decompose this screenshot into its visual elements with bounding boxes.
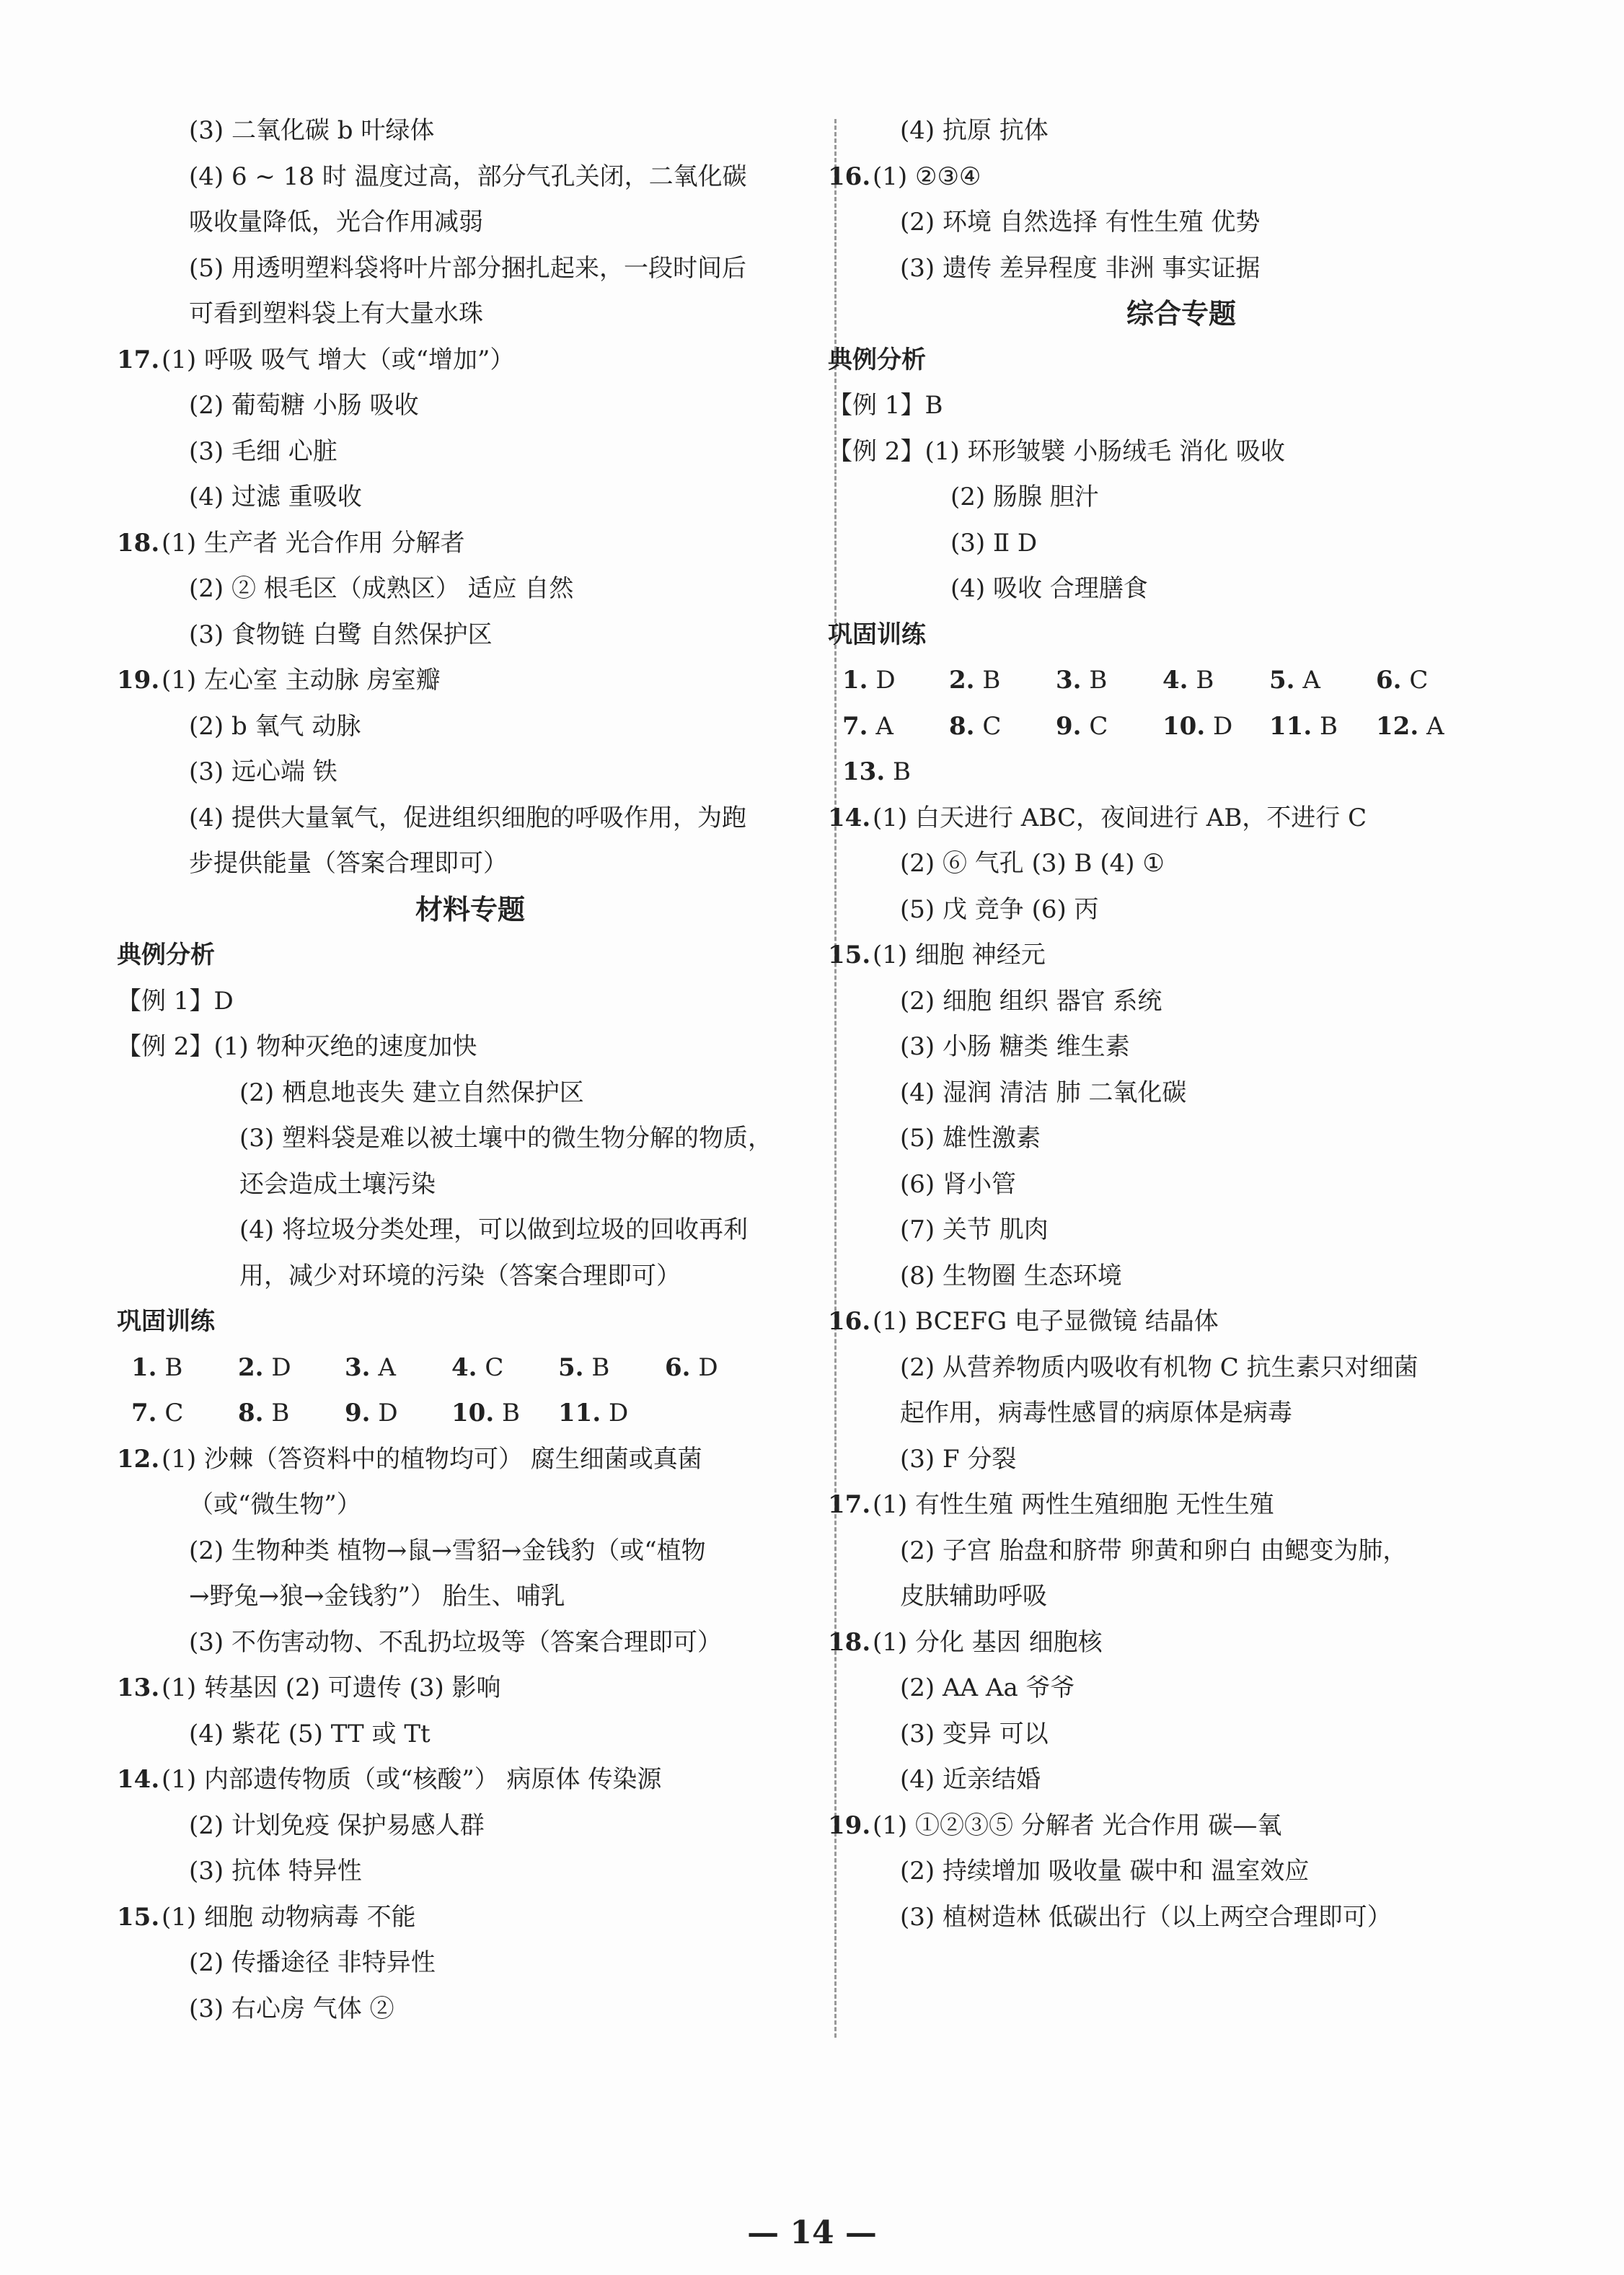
choice-answer xyxy=(949,658,1056,704)
answer-line: (2) 葡萄糖 小肠 吸收 xyxy=(189,391,419,420)
choice-answer xyxy=(131,1345,238,1391)
subsection-title: 典例分析 xyxy=(828,345,926,374)
example-line: (3) Ⅱ D xyxy=(950,528,1038,558)
answer-line: (2) 持续增加 吸收量 碳中和 温室效应 xyxy=(900,1857,1310,1885)
answer-line: 可看到塑料袋上有大量水珠 xyxy=(189,299,483,328)
subsection-title: 典例分析 xyxy=(117,941,215,969)
choice-answer xyxy=(345,1345,451,1391)
answer-text: (1) 细胞 动物病毒 不能 xyxy=(162,1902,416,1932)
question-number: 4. xyxy=(451,1352,477,1382)
choice-answer xyxy=(558,1345,665,1391)
example-line: 还会造成土壤污染 xyxy=(239,1169,436,1199)
question-line xyxy=(828,1482,1520,1528)
answer-letter: D xyxy=(698,1352,718,1382)
question-number: 9. xyxy=(345,1399,371,1427)
answer-line: (3) 不伤害动物、不乱扔垃圾等（答案合理即可） xyxy=(189,1627,722,1657)
answer-line: (4) 近亲结婚 xyxy=(900,1765,1041,1794)
answer-text: (1) 沙棘（答资料中的植物均可） 腐生细菌或真菌 xyxy=(162,1444,702,1474)
question-number: 6. xyxy=(665,1352,691,1382)
answer-letter: B xyxy=(501,1399,520,1427)
answer-line: (3) 变异 可以 xyxy=(900,1719,1049,1748)
answer-line: (3) 植树造林 低碳出行（以上两空合理即可） xyxy=(900,1902,1392,1932)
answer-line: 步提供能量（答案合理即可） xyxy=(189,849,508,878)
choice-answer xyxy=(1269,658,1376,704)
example-line: (4) 将垃圾分类处理，可以做到垃圾的回收再利 xyxy=(239,1215,748,1244)
question-number: 15. xyxy=(828,941,871,969)
question-number: 19. xyxy=(828,1810,871,1840)
answer-line: (5) 用透明塑料袋将叶片部分捆扎起来，一段时间后 xyxy=(189,253,746,283)
choice-answer xyxy=(949,704,1056,750)
answer-letter: A xyxy=(875,711,893,741)
answer-line: (4) 过滤 重吸收 xyxy=(189,483,362,511)
answer-line: (2) b 氧气 动脉 xyxy=(189,711,361,741)
answer-line: (3) 食物链 白鹭 自然保护区 xyxy=(189,620,493,649)
question-number: 10. xyxy=(1162,711,1206,741)
question-line xyxy=(117,1757,809,1803)
answer-line: (2) 环境 自然选择 有性生殖 优势 xyxy=(900,208,1261,237)
question-number: 17. xyxy=(117,345,160,374)
choice-answer xyxy=(842,704,949,750)
example-line: 【例 1】B xyxy=(828,391,943,420)
answer-line: 吸收量降低，光合作用减弱 xyxy=(189,208,483,237)
question-number: 5. xyxy=(1269,666,1295,695)
answer-line: (3) 毛细 心脏 xyxy=(189,436,337,466)
answer-row xyxy=(131,1345,809,1391)
choice-answer xyxy=(842,658,949,704)
subsection-title: 巩固训练 xyxy=(117,1307,215,1336)
answer-row xyxy=(842,749,1520,796)
answer-row xyxy=(842,658,1520,704)
choice-answer xyxy=(1162,658,1269,704)
answer-line: (8) 生物圈 生态环境 xyxy=(900,1261,1122,1290)
answer-line: (2) 计划免疫 保护易感人群 xyxy=(189,1810,485,1840)
answer-line: (3) 右心房 气体 ② xyxy=(189,1994,394,2023)
answer-line: （或“微生物”） xyxy=(189,1490,361,1519)
question-number: 10. xyxy=(451,1399,495,1427)
answer-line: (2) ⑥ 气孔 (3) B (4) ① xyxy=(900,849,1165,878)
question-line xyxy=(117,521,809,567)
right-column xyxy=(828,108,1520,1940)
question-number: 1. xyxy=(131,1352,157,1382)
choice-answer xyxy=(1056,658,1162,704)
answer-letter: B xyxy=(164,1352,183,1382)
answer-text: (1) 左心室 主动脉 房室瓣 xyxy=(162,666,441,695)
answer-text: (1) 呼吸 吸气 增大（或“增加”） xyxy=(162,345,515,374)
answer-text: (1) BCEFG 电子显微镜 结晶体 xyxy=(873,1307,1219,1336)
answer-text: (1) 细胞 神经元 xyxy=(873,941,1046,969)
answer-line: (3) 远心端 铁 xyxy=(189,757,337,786)
answer-row xyxy=(842,704,1520,750)
answer-line: (7) 关节 肌肉 xyxy=(900,1215,1049,1244)
question-number: 18. xyxy=(828,1627,871,1657)
answer-letter: C xyxy=(1409,666,1429,695)
question-number: 12. xyxy=(117,1444,160,1474)
choice-answer xyxy=(451,1345,558,1391)
answer-line: (4) 紫花 (5) TT 或 Tt xyxy=(189,1719,431,1748)
answer-letter: C xyxy=(982,711,1002,741)
question-line xyxy=(828,1299,1520,1345)
section-title: 材料专题 xyxy=(415,893,525,925)
answer-letter: B xyxy=(1319,711,1338,741)
choice-answer xyxy=(238,1345,345,1391)
answer-text: (1) ②③④ xyxy=(873,162,981,191)
answer-line: 皮肤辅助呼吸 xyxy=(900,1582,1047,1611)
choice-answer xyxy=(238,1391,345,1437)
answer-letter: C xyxy=(1089,711,1108,741)
question-number: 13. xyxy=(117,1673,160,1702)
question-number: 4. xyxy=(1162,666,1188,695)
answer-line: (4) 抗原 抗体 xyxy=(900,116,1049,145)
choice-answer xyxy=(1376,658,1483,704)
left-column xyxy=(117,108,809,2032)
answer-text: (1) 分化 基因 细胞核 xyxy=(873,1627,1103,1657)
answer-line: (6) 肾小管 xyxy=(900,1169,1016,1199)
answer-line: (3) 抗体 特异性 xyxy=(189,1857,362,1885)
choice-answer xyxy=(345,1391,451,1437)
question-line xyxy=(828,933,1520,979)
answer-line: (4) 6 ~ 18 时 温度过高，部分气孔关闭，二氧化碳 xyxy=(189,162,747,191)
answer-line: (4) 提供大量氧气，促进组织细胞的呼吸作用，为跑 xyxy=(189,803,746,832)
question-number: 16. xyxy=(828,1307,871,1336)
question-number: 17. xyxy=(828,1490,871,1519)
answer-line: (4) 湿润 清洁 肺 二氧化碳 xyxy=(900,1078,1187,1107)
question-number: 16. xyxy=(828,162,871,191)
question-number: 2. xyxy=(949,666,975,695)
question-line xyxy=(828,1803,1520,1849)
answer-text: (1) 白天进行 ABC，夜间进行 AB，不进行 C xyxy=(873,803,1367,832)
question-line xyxy=(828,154,1520,201)
question-number: 9. xyxy=(1056,711,1082,741)
example-line: (4) 吸收 合理膳食 xyxy=(950,574,1148,603)
answer-letter: B xyxy=(982,666,1001,695)
answer-letter: B xyxy=(271,1399,290,1427)
question-number: 12. xyxy=(1376,711,1419,741)
question-number: 18. xyxy=(117,528,160,558)
answer-line: (2) AA Aa 爷爷 xyxy=(900,1673,1075,1702)
choice-answer xyxy=(1162,704,1269,750)
answer-letter: D xyxy=(271,1352,291,1382)
choice-answer xyxy=(665,1345,772,1391)
question-number: 8. xyxy=(949,711,975,741)
answer-letter: B xyxy=(591,1352,610,1382)
example-line: 用，减少对环境的污染（答案合理即可） xyxy=(239,1261,681,1290)
answer-text: (1) 转基因 (2) 可遗传 (3) 影响 xyxy=(162,1673,501,1702)
question-line xyxy=(828,796,1520,842)
answer-letter: D xyxy=(875,666,896,695)
question-line xyxy=(117,1665,809,1712)
answer-text: (1) 生产者 光合作用 分解者 xyxy=(162,528,465,558)
answer-letter: C xyxy=(485,1352,504,1382)
question-number: 7. xyxy=(131,1399,157,1427)
answer-line: (3) 遗传 差异程度 非洲 事实证据 xyxy=(900,253,1261,283)
example-line: 【例 1】D xyxy=(117,986,234,1016)
question-number: 13. xyxy=(842,757,886,786)
answer-line: (5) 戊 竞争 (6) 丙 xyxy=(900,894,1099,924)
answer-line: (2) 传播途径 非特异性 xyxy=(189,1948,436,1977)
question-number: 6. xyxy=(1376,666,1402,695)
choice-answer xyxy=(558,1391,665,1437)
answer-letter: D xyxy=(1212,711,1233,741)
question-line xyxy=(828,1620,1520,1666)
choice-answer xyxy=(451,1391,558,1437)
question-number: 19. xyxy=(117,666,160,695)
choice-answer xyxy=(842,749,949,796)
question-number: 1. xyxy=(842,666,868,695)
example-line: 【例 2】(1) 物种灭绝的速度加快 xyxy=(117,1032,477,1061)
subsection-title: 巩固训练 xyxy=(828,620,926,649)
choice-answer xyxy=(1376,704,1483,750)
answer-letter: B xyxy=(1196,666,1214,695)
question-line xyxy=(117,338,809,384)
question-number: 8. xyxy=(238,1399,264,1427)
answer-line: 起作用，病毒性感冒的病原体是病毒 xyxy=(900,1399,1292,1427)
choice-answer xyxy=(131,1391,238,1437)
answer-letter: A xyxy=(1426,711,1444,741)
example-line: (2) 肠腺 胆汁 xyxy=(950,483,1099,511)
example-line: (2) 栖息地丧失 建立自然保护区 xyxy=(239,1078,584,1107)
answer-line: (2) 细胞 组织 器官 系统 xyxy=(900,986,1162,1016)
question-number: 7. xyxy=(842,711,868,741)
answer-letter: D xyxy=(378,1399,398,1427)
answer-line: (2) 从营养物质内吸收有机物 C 抗生素只对细菌 xyxy=(900,1352,1418,1382)
question-number: 14. xyxy=(117,1765,160,1794)
answer-text: (1) ①②③⑤ 分解者 光合作用 碳—氧 xyxy=(873,1810,1282,1840)
answer-letter: B xyxy=(892,757,911,786)
example-line: (3) 塑料袋是难以被土壤中的微生物分解的物质， xyxy=(239,1124,772,1153)
answer-text: (1) 有性生殖 两性生殖细胞 无性生殖 xyxy=(873,1490,1274,1519)
answer-letter: B xyxy=(1089,666,1108,695)
answer-line: (5) 雄性激素 xyxy=(900,1124,1041,1153)
answer-line: (3) 二氧化碳 b 叶绿体 xyxy=(189,116,435,145)
answer-row xyxy=(131,1391,809,1437)
page-number: — 14 — xyxy=(747,2214,877,2251)
answer-letter: A xyxy=(1302,666,1320,695)
question-number: 11. xyxy=(558,1399,601,1427)
answer-line: (2) 子宫 胎盘和脐带 卵黄和卵白 由鳃变为肺， xyxy=(900,1536,1408,1565)
choice-answer xyxy=(1269,704,1376,750)
answer-letter: D xyxy=(608,1399,629,1427)
question-line xyxy=(117,1437,809,1483)
answer-line: (2) ② 根毛区（成熟区） 适应 自然 xyxy=(189,574,574,603)
question-line xyxy=(117,658,809,704)
choice-answer xyxy=(1056,704,1162,750)
question-number: 11. xyxy=(1269,711,1312,741)
question-number: 3. xyxy=(345,1352,371,1382)
answer-letter: C xyxy=(164,1399,184,1427)
answer-line: (3) F 分裂 xyxy=(900,1444,1017,1474)
section-title: 综合专题 xyxy=(1126,298,1236,330)
question-line xyxy=(117,1895,809,1941)
example-line: 【例 2】(1) 环形皱襞 小肠绒毛 消化 吸收 xyxy=(828,436,1285,466)
answer-line: (3) 小肠 糖类 维生素 xyxy=(900,1032,1130,1061)
question-number: 2. xyxy=(238,1352,264,1382)
question-number: 15. xyxy=(117,1902,160,1932)
question-number: 3. xyxy=(1056,666,1082,695)
question-number: 14. xyxy=(828,803,871,832)
answer-line: (2) 生物种类 植物→鼠→雪貂→金钱豹（或“植物 xyxy=(189,1536,706,1565)
answer-text: (1) 内部遗传物质（或“核酸”） 病原体 传染源 xyxy=(162,1765,662,1794)
answer-line: →野兔→狼→金钱豹”） 胎生、哺乳 xyxy=(189,1582,565,1611)
answer-letter: A xyxy=(378,1352,396,1382)
question-number: 5. xyxy=(558,1352,584,1382)
